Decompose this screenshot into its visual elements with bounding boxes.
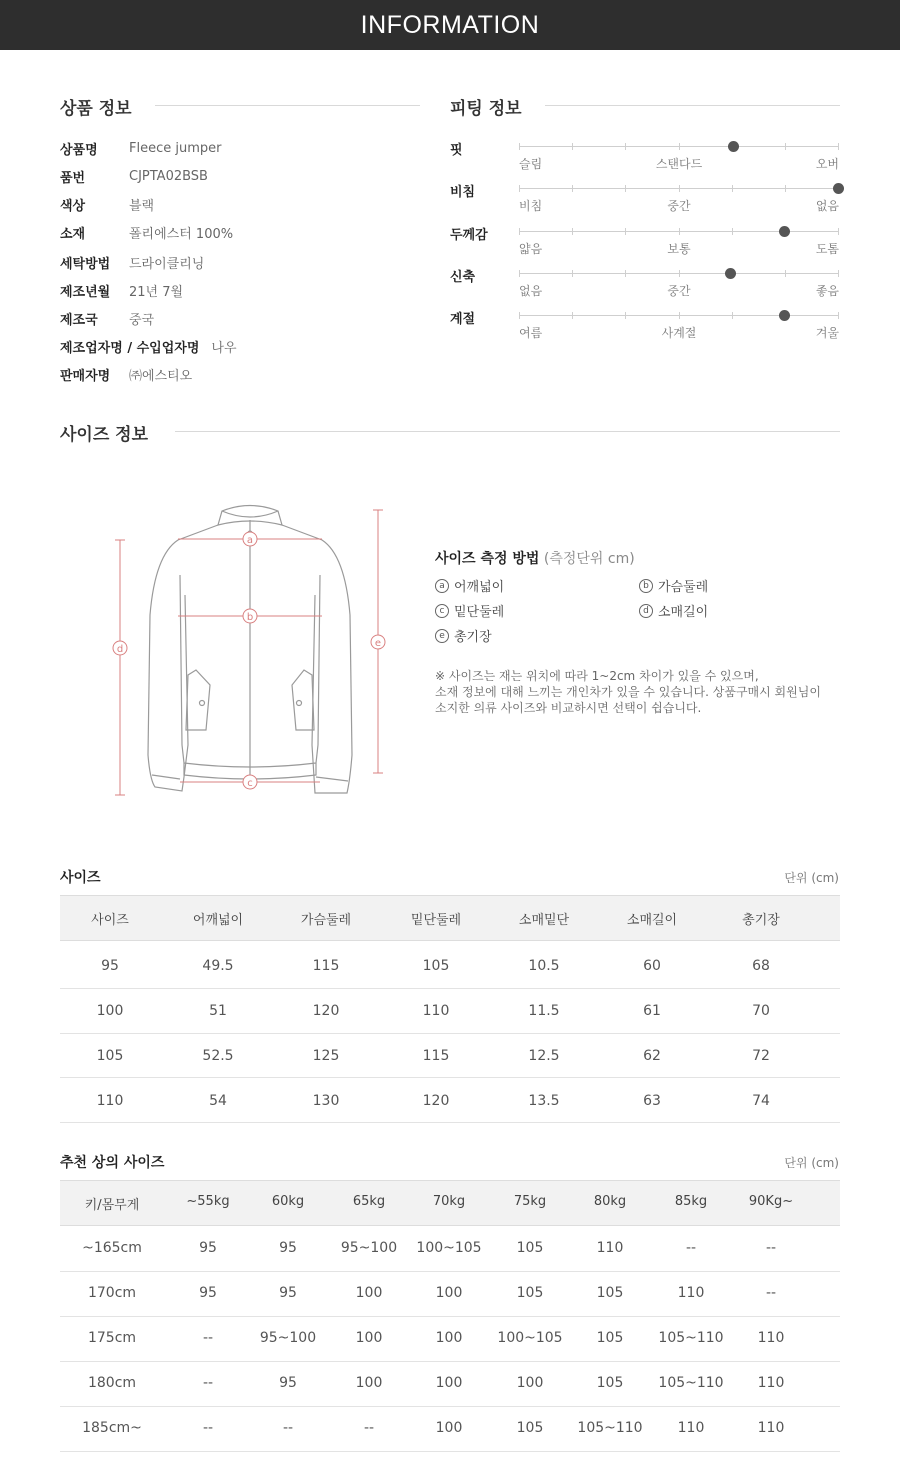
fit-tick (572, 143, 573, 150)
table-cell: 100 (435, 1375, 463, 1391)
measure-unit-text: (측정단위 cm) (543, 551, 635, 567)
size-table-unit: 단위 (cm) (784, 871, 839, 885)
table-cell: 95 (279, 1240, 297, 1256)
table-cell: 95~100 (340, 1240, 398, 1256)
fit-track (519, 188, 839, 189)
table-cell: 110 (677, 1285, 705, 1301)
table-cell: 68 (752, 958, 770, 974)
fit-right-label: 오버 (815, 157, 839, 171)
row-divider (60, 1361, 840, 1362)
fit-right-label: 도톰 (815, 242, 839, 256)
info-row (60, 195, 154, 213)
measure-mark: a (435, 579, 449, 593)
table-cell: 115 (312, 958, 340, 974)
table-cell: 95 (199, 1240, 217, 1256)
table-cell: 120 (422, 1093, 450, 1109)
svg-text:d: d (116, 644, 124, 655)
table-cell: -- (765, 1240, 777, 1256)
page-title: INFORMATION (360, 10, 540, 39)
table-cell: 63 (643, 1093, 661, 1109)
table-cell: 110 (96, 1093, 124, 1109)
measure-mark: e (435, 629, 449, 643)
table-cell: 100 (355, 1285, 383, 1301)
table-cell: 105 (596, 1285, 624, 1301)
table-cell: 61 (643, 1003, 661, 1019)
fit-label: 신축 (450, 270, 476, 285)
row-divider (60, 1033, 840, 1034)
table-cell: 95 (279, 1285, 297, 1301)
fit-marker (779, 310, 790, 321)
fit-left-label: 비침 (519, 199, 543, 213)
fit-mid-label: 보통 (667, 242, 691, 256)
table-cell: 105~110 (577, 1420, 643, 1436)
info-row (60, 167, 208, 185)
fit-tick (625, 143, 626, 150)
table-cell: 60 (643, 958, 661, 974)
measure-item (435, 601, 504, 620)
fit-tick (838, 143, 839, 150)
fit-label: 비침 (450, 185, 476, 200)
table-cell: 185cm~ (82, 1420, 142, 1436)
table-cell: 54 (209, 1093, 227, 1109)
table-cell: 110 (757, 1375, 785, 1391)
header-bar (0, 0, 900, 50)
table-cell: 105 (422, 958, 450, 974)
svg-text:a: a (246, 535, 254, 546)
fit-tick (785, 185, 786, 192)
table-cell: -- (282, 1420, 294, 1436)
table-cell: 105 (596, 1375, 624, 1391)
header-cell: 60kg (271, 1194, 305, 1209)
table-cell: 100 (435, 1330, 463, 1346)
fit-left-label: 얇음 (519, 242, 543, 256)
info-row (60, 309, 154, 327)
measure-label: 총기장 (454, 630, 492, 645)
info-label: 세탁방법 (60, 256, 111, 272)
note-line: 소지한 의류 사이즈와 비교하시면 선택이 쉽습니다. (435, 701, 702, 715)
fit-tick (519, 185, 520, 192)
table-cell: 110 (422, 1003, 450, 1019)
fit-tick (679, 270, 680, 277)
table-cell: 74 (752, 1093, 770, 1109)
table-cell: 95 (199, 1285, 217, 1301)
table-cell: 100 (435, 1420, 463, 1436)
table-cell: 51 (209, 1003, 227, 1019)
fit-track (519, 146, 839, 147)
info-value: 중국 (129, 312, 155, 328)
fit-right-label: 없음 (815, 199, 839, 213)
table-cell: -- (202, 1375, 214, 1391)
table-cell: 105 (516, 1420, 544, 1436)
fit-tick (838, 228, 839, 235)
measure-item (435, 576, 504, 595)
table-cell: 180cm (87, 1375, 137, 1391)
table-cell: 72 (752, 1048, 770, 1064)
table-cell: 120 (312, 1003, 340, 1019)
table-cell: 10.5 (528, 958, 560, 974)
measure-mark: b (639, 579, 653, 593)
info-value: 폴리에스터 100% (129, 226, 234, 242)
table-cell: 105 (596, 1330, 624, 1346)
info-value: Fleece jumper (129, 140, 222, 156)
info-label: 제조국 (60, 312, 98, 328)
fit-mid-label: 중간 (667, 199, 691, 213)
fit-tick (785, 143, 786, 150)
fitting-info-title: 피팅 정보 (450, 99, 522, 119)
table-cell: 12.5 (528, 1048, 560, 1064)
info-value: 21년 7월 (129, 284, 184, 300)
measure-item (639, 576, 708, 595)
fit-tick (572, 312, 573, 319)
info-value: 드라이클리닝 (129, 256, 205, 272)
table-cell: 100 (96, 1003, 124, 1019)
fit-tick (679, 143, 680, 150)
info-label: 판매자명 (60, 368, 111, 384)
info-label: 제조업자명 / 수입업자명 (60, 340, 200, 356)
fit-tick (519, 143, 520, 150)
info-label: 색상 (60, 198, 86, 214)
table-cell: -- (765, 1285, 777, 1301)
fit-label: 계절 (450, 312, 476, 327)
measure-method-title (435, 548, 635, 568)
table-cell: 105 (516, 1240, 544, 1256)
info-value: 나우 (211, 340, 237, 356)
header-cell: 75kg (513, 1194, 547, 1209)
table-cell: 115 (422, 1048, 450, 1064)
table-cell: 100 (355, 1375, 383, 1391)
header-cell: 80kg (593, 1194, 627, 1209)
header-cell: 키/몸무게 (84, 1198, 140, 1213)
info-row (60, 139, 221, 157)
measure-mark: c (435, 604, 449, 618)
fit-marker (725, 268, 736, 279)
header-cell: 어깨넓이 (192, 913, 244, 928)
fit-tick (732, 228, 733, 235)
fit-tick (625, 185, 626, 192)
reco-table-unit: 단위 (cm) (784, 1156, 839, 1170)
section-divider (175, 431, 840, 432)
fit-tick (838, 312, 839, 319)
jacket-diagram (100, 495, 400, 805)
row-divider (60, 1406, 840, 1407)
fit-mid-label: 중간 (667, 284, 691, 298)
fit-left-label: 슬림 (519, 157, 543, 171)
section-divider (155, 105, 420, 106)
header-cell: ~55kg (186, 1194, 230, 1209)
note-line: 소재 정보에 대해 느끼는 개인차가 있을 수 있습니다. 상품구매시 회원님이 (435, 685, 821, 699)
fit-tick (519, 228, 520, 235)
fit-tick (625, 312, 626, 319)
fit-tick (732, 185, 733, 192)
info-value: CJPTA02BSB (129, 168, 208, 184)
fit-mid-label: 사계절 (661, 326, 697, 340)
header-cell: 65kg (352, 1194, 386, 1209)
fit-marker (833, 183, 844, 194)
fit-tick (519, 312, 520, 319)
fit-tick (572, 270, 573, 277)
fit-marker (779, 226, 790, 237)
fit-tick (679, 185, 680, 192)
table-cell: -- (202, 1420, 214, 1436)
info-row (60, 253, 204, 271)
header-cell: 90Kg~ (748, 1194, 794, 1209)
info-row (60, 281, 183, 299)
table-cell: 130 (312, 1093, 340, 1109)
svg-text:c: c (247, 778, 253, 789)
fit-tick (572, 185, 573, 192)
info-value: ㈜에스티오 (129, 368, 193, 384)
table-cell: 170cm (87, 1285, 137, 1301)
fit-tick (625, 228, 626, 235)
table-cell: 100~105 (497, 1330, 563, 1346)
fit-tick (625, 270, 626, 277)
info-label: 상품명 (60, 142, 98, 158)
info-label: 소재 (60, 226, 86, 242)
section-divider (545, 105, 840, 106)
table-cell: 105 (96, 1048, 124, 1064)
fit-right-label: 겨울 (815, 326, 839, 340)
table-cell: 105 (516, 1285, 544, 1301)
svg-text:b: b (246, 612, 254, 623)
table-cell: 49.5 (202, 958, 234, 974)
fit-mid-label: 스탠다드 (655, 157, 703, 171)
header-cell: 밑단둘레 (410, 913, 462, 928)
row-divider (60, 1316, 840, 1317)
measure-item (435, 626, 492, 645)
fit-tick (838, 270, 839, 277)
info-row (60, 223, 233, 241)
size-table-title: 사이즈 (60, 870, 101, 886)
size-note (435, 668, 835, 716)
row-divider (60, 1271, 840, 1272)
table-cell: 95 (101, 958, 119, 974)
info-row (60, 337, 237, 355)
table-cell: 175cm (87, 1330, 137, 1346)
measure-title-text: 사이즈 측정 방법 (435, 551, 540, 567)
measure-label: 가슴둘레 (658, 580, 709, 595)
fit-label: 핏 (450, 143, 463, 158)
header-cell: 사이즈 (91, 913, 129, 928)
fit-label: 두께감 (450, 228, 488, 243)
table-cell: 70 (752, 1003, 770, 1019)
header-cell: 소매밑단 (518, 913, 570, 928)
row-divider (60, 988, 840, 989)
table-cell: -- (363, 1420, 375, 1436)
table-cell: 100 (355, 1330, 383, 1346)
table-cell: 100 (435, 1285, 463, 1301)
table-cell: 125 (312, 1048, 340, 1064)
fit-right-label: 좋음 (815, 284, 839, 298)
table-cell: 100 (516, 1375, 544, 1391)
reco-table-title: 추천 상의 사이즈 (60, 1155, 165, 1171)
table-cell: 110 (757, 1330, 785, 1346)
row-divider (60, 1451, 840, 1452)
fit-track (519, 231, 839, 232)
measure-mark: d (639, 604, 653, 618)
fit-marker (728, 141, 739, 152)
table-cell: 62 (643, 1048, 661, 1064)
measure-label: 밑단둘레 (454, 605, 505, 620)
info-value: 블랙 (129, 198, 155, 214)
table-cell: 105~110 (658, 1330, 724, 1346)
svg-text:e: e (374, 638, 382, 649)
fit-track (519, 315, 839, 316)
table-cell: 13.5 (528, 1093, 560, 1109)
info-label: 제조년월 (60, 284, 111, 300)
table-cell: -- (202, 1330, 214, 1346)
header-cell: 가슴둘레 (300, 913, 352, 928)
note-line: ※ 사이즈는 재는 위치에 따라 1~2cm 차이가 있을 수 있으며, (435, 669, 759, 683)
table-cell: 95 (279, 1375, 297, 1391)
header-cell: 총기장 (742, 913, 780, 928)
product-info-title: 상품 정보 (60, 99, 132, 119)
table-cell: 52.5 (202, 1048, 234, 1064)
measure-label: 소매길이 (658, 605, 709, 620)
fit-left-label: 없음 (519, 284, 543, 298)
table-cell: -- (685, 1240, 697, 1256)
header-cell: 소매길이 (626, 913, 678, 928)
fit-tick (679, 228, 680, 235)
table-cell: 100~105 (416, 1240, 482, 1256)
measure-item (639, 601, 708, 620)
table-cell: ~165cm (82, 1240, 142, 1256)
row-divider (60, 1077, 840, 1078)
fit-tick (679, 312, 680, 319)
fit-track (519, 273, 839, 274)
info-row (60, 365, 192, 383)
fit-tick (519, 270, 520, 277)
measure-label: 어깨넓이 (454, 580, 505, 595)
row-divider (60, 1122, 840, 1123)
fit-tick (785, 270, 786, 277)
fit-tick (572, 228, 573, 235)
table-cell: 105~110 (658, 1375, 724, 1391)
table-cell: 110 (596, 1240, 624, 1256)
fit-left-label: 여름 (519, 326, 543, 340)
table-cell: 110 (677, 1420, 705, 1436)
table-cell: 110 (757, 1420, 785, 1436)
table-cell: 95~100 (259, 1330, 317, 1346)
info-label: 품번 (60, 170, 86, 186)
table-cell: 11.5 (528, 1003, 560, 1019)
size-info-title: 사이즈 정보 (60, 425, 149, 445)
header-cell: 85kg (674, 1194, 708, 1209)
fit-tick (732, 312, 733, 319)
header-cell: 70kg (432, 1194, 466, 1209)
